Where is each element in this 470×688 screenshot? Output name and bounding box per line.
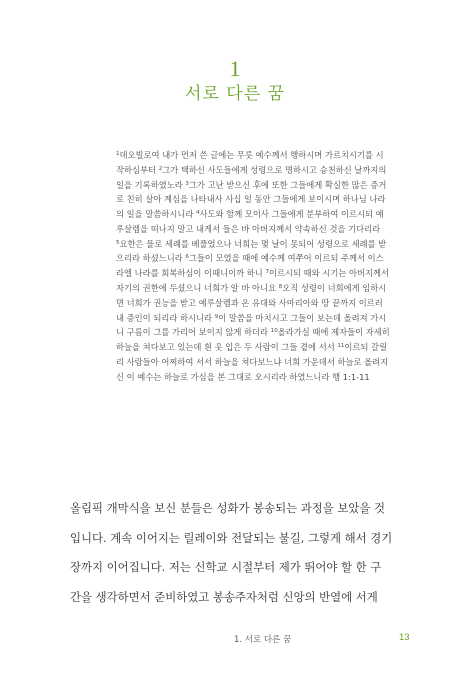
page-number: 13 xyxy=(399,632,410,643)
body-paragraph xyxy=(70,494,410,612)
verse-number: 2 xyxy=(158,165,163,172)
scripture-line xyxy=(116,222,381,237)
verse-text: 사도와 함께 모이사 그들에게 분부하여 이르시되 예 xyxy=(199,209,384,220)
verse-text: 라엘 나라를 회복하심이 이때니이까 하니 xyxy=(116,268,266,279)
verse-text: 이 말씀을 마치시고 그들이 보는데 올려져 가시 xyxy=(218,312,387,323)
verse-text: 일을 기록하였노라 xyxy=(116,179,186,190)
verse-number: 10 xyxy=(270,328,278,335)
verse-text: 내 증인이 되리라 하시니라 xyxy=(116,312,215,323)
chapter-number: 1 xyxy=(229,56,241,81)
verse-text: 그들이 모였을 때에 예수께 여쭈어 이르되 주께서 이스 xyxy=(188,253,384,264)
scripture-line xyxy=(116,325,390,340)
verse-number: 3 xyxy=(185,180,189,187)
scripture-line xyxy=(116,340,388,355)
verse-text: 자기의 권한에 두셨으니 너희가 알 바 아니요 xyxy=(116,283,279,294)
verse-text: 으리라 하셨느니라 xyxy=(116,253,186,264)
scripture-line xyxy=(116,266,390,281)
verse-text: 의 일을 말씀하시니라 xyxy=(116,209,197,220)
verse-number: 5 xyxy=(116,239,120,246)
verse-text: 그가 택하신 사도들에게 성령으로 명하시고 승천하신 날까지의 xyxy=(162,164,387,175)
body-line: 입니다. 계속 이어지는 릴레이와 전달되는 불길, 그렇게 해서 경기 xyxy=(70,530,393,545)
scripture-line xyxy=(116,281,387,296)
verse-number: 7 xyxy=(265,269,269,276)
verse-text: 그가 고난 받으신 후에 또한 그들에게 확실한 많은 증거 xyxy=(188,179,387,190)
verse-text: 올라가실 때에 제자들이 자세히 xyxy=(277,327,390,338)
body-line: 장까지 이어집니다. 저는 신학교 시절부터 제가 뛰어야 할 한 구 xyxy=(70,560,382,574)
verse-text: 오직 성령이 너희에게 임하시 xyxy=(282,283,387,294)
scripture-line xyxy=(116,296,383,311)
scripture-passage xyxy=(116,148,390,385)
verse-text: 리 사람들아 어찌하여 서서 하늘을 쳐다보느냐 너희 가운데서 하늘로 올려지 xyxy=(116,356,389,367)
scripture-line xyxy=(116,237,387,252)
verse-text: 하늘을 쳐다보고 있는데 흰 옷 입은 두 사람이 그들 곁에 서서 xyxy=(116,342,338,353)
body-line: 올림픽 개막식을 보신 분들은 성화가 봉송되는 과정을 보았을 것 xyxy=(70,501,386,515)
verse-text: 면 너희가 권능을 받고 예루살렘과 온 유대와 사마리아와 땅 끝까지 이르러 xyxy=(116,297,383,308)
scripture-line xyxy=(116,311,387,326)
verse-text: 요한은 물로 세례를 베풀었으나 너희는 몇 날이 못되어 성령으로 세례를 받 xyxy=(119,238,387,249)
verse-number: 1 xyxy=(116,151,120,157)
scripture-line xyxy=(116,251,384,266)
verse-number: 9 xyxy=(214,313,219,320)
scripture-line xyxy=(116,207,384,222)
verse-number: 6 xyxy=(185,254,189,261)
scripture-line xyxy=(116,148,384,163)
verse-text: 니 구름이 그를 가리어 보이지 않게 하더라 xyxy=(116,327,271,338)
scripture-line xyxy=(116,163,387,178)
chapter-title: 서로 다른 꿈 xyxy=(185,84,285,104)
verse-text: 데오빌로여 내가 먼저 쓴 글에는 무릇 예수께서 행하시며 가르치시기를 시 xyxy=(119,150,384,160)
scripture-line xyxy=(116,355,389,370)
scripture-line xyxy=(116,178,387,193)
scripture-line xyxy=(116,370,374,385)
verse-text: 로 친히 살아 계심을 나타내사 사십 일 동안 그들에게 보이시며 하나님 나라 xyxy=(116,194,386,205)
verse-text: 이르되 갈릴 xyxy=(344,342,388,353)
body-line: 간을 생각하면서 준비하였고 봉송주자처럼 신앙의 반열에 서게 xyxy=(70,589,378,604)
verse-number: 4 xyxy=(196,210,200,217)
scripture-line xyxy=(116,192,386,207)
verse-number: 11 xyxy=(337,343,345,350)
running-title: 1. 서로 다른 꿈 xyxy=(234,635,292,645)
verse-text: 작하심부터 xyxy=(116,164,159,175)
verse-text: 신 이 예수는 하늘로 가심을 본 그대로 오시리라 하였느니라 행 1:1-11 xyxy=(116,371,370,382)
verse-text: 루살렘을 떠나지 말고 내게서 들은 바 아버지께서 약속하신 것을 기다리라 xyxy=(116,223,381,234)
verse-number: 8 xyxy=(278,284,283,291)
verse-text: 이르시되 때와 시기는 아버지께서 xyxy=(268,268,390,279)
